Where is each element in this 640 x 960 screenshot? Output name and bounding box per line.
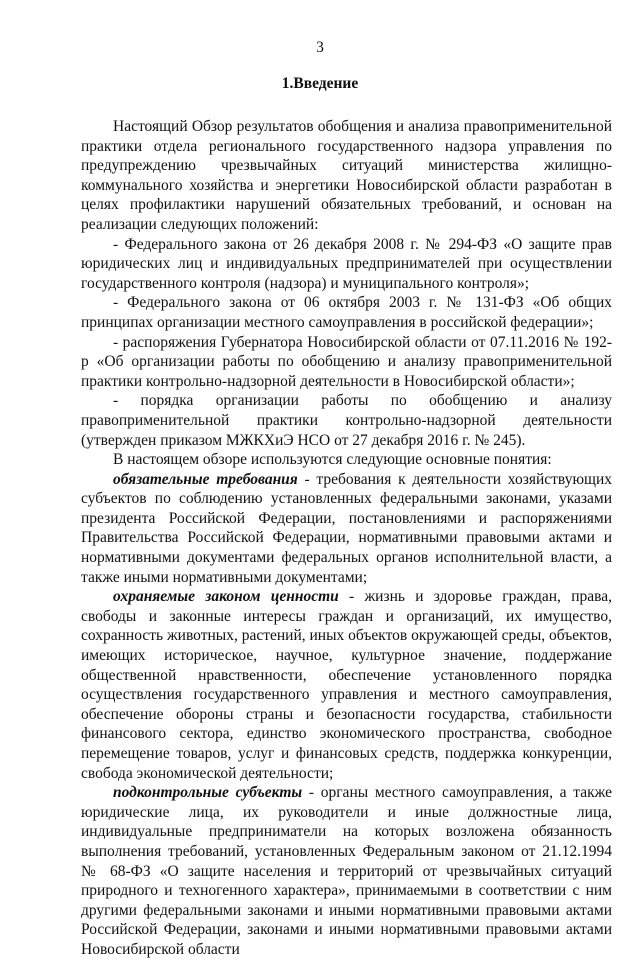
definition-text: - жизнь и здоровье граждан, права, свободы и законные интересы граждан и организаций, их имущество, сохранность животных, растений, иных объектов окружающей среды, объектов, имеющих историческое, научное, культурное значение, поддержание общественной нравственности, обеспечение установленного порядка осуществления государственного управления и местного самоуправления, обеспечение обороны страны и безопасности государства, стабильности финансового сектора, единство экономического пространства, свободное перемещение товаров, услуг и финансовых средств, поддержка конкуренции, свобода экономической деятельности; [81,588,612,782]
definition-text: - органы местного самоуправления, а также юридические лица, их руководители и иные должностные лица, индивидуальные предприниматели на которых возложена обязанность выполнения требований, установленных Федеральным законом от 21.12.1994 № 68-ФЗ «О защите населения и территорий от чрезвычайных ситуаций природного и техногенного характера», принимаемыми в соответствии с ним другими федеральными законами и иными нормативными правовыми актами Российской Федерации, законами и иными нормативными правовыми актами Новосибирской области [81,784,612,958]
definition-term: подконтрольные субъекты [113,784,303,802]
list-item-governor-order: - распоряжения Губернатора Новосибирской области от 07.11.2016 № 192-р «Об организации работы по обобщению и анализу правоприменительной практики контрольно-надзорной деятельности в Новосибирской области»; [81,333,612,390]
definition-text: - требования к деятельности хозяйствующих субъектов по соблюдению установленных федеральными законами, указами президента Российской Федерации, постановлениями и распоряжениями Правительства Российской Федерации, нормативными правовыми актами и нормативными документами федеральных органов исполнительной власти, а также иными нормативными документами; [81,470,613,586]
intro-paragraph: Настоящий Обзор результатов обобщения и анализа правоприменительной практики отдела регионального государственного надзора управления по предупреждению чрезвычайных ситуаций министерства жилищно-коммунального хозяйства и энергетики Новосибирской области разработан в целях профилактики нарушений обязательных требований, и основан на реализации следующих положений: [81,118,612,233]
definition-protected-values [81,587,612,783]
definition-term: обязательные требования [113,470,298,488]
list-item-law-131: - Федерального закона от 06 октября 2003 г. № 131-ФЗ «Об общих принципах организации местного самоуправления в российской федерации»; [81,294,612,331]
list-item-procedure: - порядка организации работы по обобщению и анализу правоприменительной практики контрольно-надзорной деятельности (утвержден приказом МЖКХиЭ НСО от 27 декабря 2016 г. № 245). [81,392,612,449]
definition-controlled-subjects [81,783,612,959]
concepts-intro-paragraph: В настоящем обзоре используются следующие основные понятия: [113,451,552,469]
definition-term: охраняемые законом ценности [113,588,339,606]
section-heading: 1.Введение [281,75,359,92]
document-body [81,117,612,960]
definition-mandatory-requirements [81,470,612,588]
page-number: 3 [316,39,324,56]
list-item-law-294: - Федерального закона от 26 декабря 2008 г. № 294-ФЗ «О защите прав юридических лиц и индивидуальных предпринимателей при осуществлении государственного контроля (надзора) и муниципального контроля»; [81,235,612,292]
